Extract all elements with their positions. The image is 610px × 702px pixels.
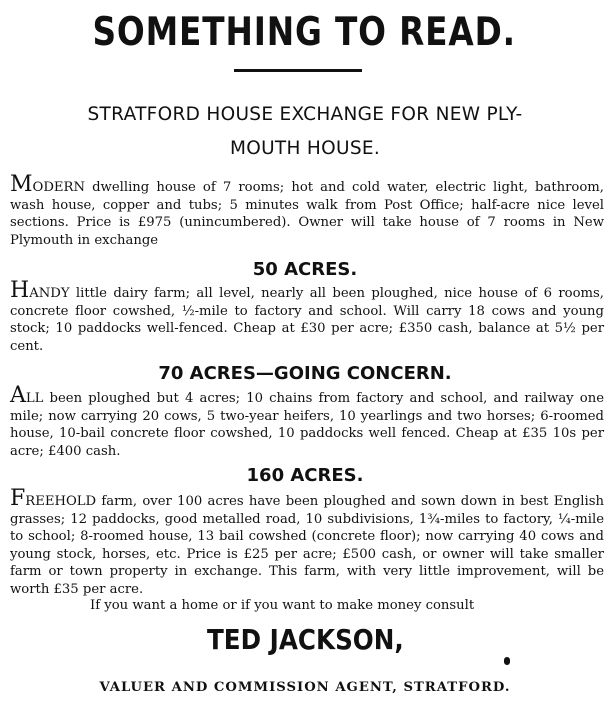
listing-1-text xyxy=(10,172,604,249)
listing-4-heading: 160 ACRES. xyxy=(246,465,364,486)
listing-3-heading: 70 ACRES—GOING CONCERN. xyxy=(158,363,452,384)
listing-1-lead: ODERN xyxy=(32,180,86,195)
listing-2-body: little dairy farm; all level, nearly all been ploughed, nice house of 6 rooms, concrete floor cowshed, ½-mile to factory and school. Will carry 18 cows and young stock; 10 paddocks well-fenced. Cheap at £30 per acre; £350 cash, balance at 5½ per cent. xyxy=(10,286,604,354)
listing-3-body: been ploughed but 4 acres; 10 chains from factory and school, and railway one mile; now carrying 20 cows, 5 two-year heifers, 10 yearlings and two horses; 6-roomed house, 10-bail concrete floor cowshed, 10 paddocks well fenced. Cheap at £35 10s per acre; £400 cash. xyxy=(10,391,604,459)
listing-4-dropcap: F xyxy=(10,486,26,511)
listing-4-body: farm, over 100 acres have been ploughed and sown down in best English grasses; 12 paddocks, good metalled road, 10 subdivisions, 1¾-miles to factory, ¼-mile to school; 8-roomed house, 13 bail cowshed (concrete floor); now carrying 40 cows and young stock, horses, etc. Price is £25 per acre; £500 cash, or owner will take smaller farm or town property in exchange. This farm, with very little improvement, will be worth £35 per acre. xyxy=(10,494,604,597)
headline: SOMETHING TO READ. xyxy=(92,10,516,55)
listing-4-lead: REEHOLD xyxy=(25,494,97,509)
agent-name: TED JACKSON, xyxy=(206,623,404,656)
listing-2-dropcap: H xyxy=(10,278,30,303)
agent-tagline: VALUER AND COMMISSION AGENT, STRATFORD. xyxy=(99,680,511,695)
listing-2-text xyxy=(10,278,604,355)
listing-1-dropcap: M xyxy=(10,172,33,197)
listing-3-text xyxy=(10,383,604,460)
closing-line: If you want a home or if you want to make money consult xyxy=(90,598,475,613)
headline-rule xyxy=(234,69,362,72)
listing-3-lead: LL xyxy=(25,391,44,406)
listing-2-lead: ANDY xyxy=(29,286,70,301)
print-mark xyxy=(504,657,510,665)
listing-3-dropcap: A xyxy=(10,383,26,408)
listing-4-text xyxy=(10,486,604,599)
listing-2-heading: 50 ACRES. xyxy=(252,259,358,280)
listing-1-body: dwelling house of 7 rooms; hot and cold water, electric light, bathroom, wash house, copper and tubs; 5 minutes walk from Post Office; half-acre nice level sections. Price is £975 (unincumbered). Owner will take house of 7 rooms in New Plymouth in exchange xyxy=(10,180,604,248)
subhead-line-2: MOUTH HOUSE. xyxy=(229,138,381,159)
subhead-line-1: STRATFORD HOUSE EXCHANGE FOR NEW PLY- xyxy=(87,104,523,125)
